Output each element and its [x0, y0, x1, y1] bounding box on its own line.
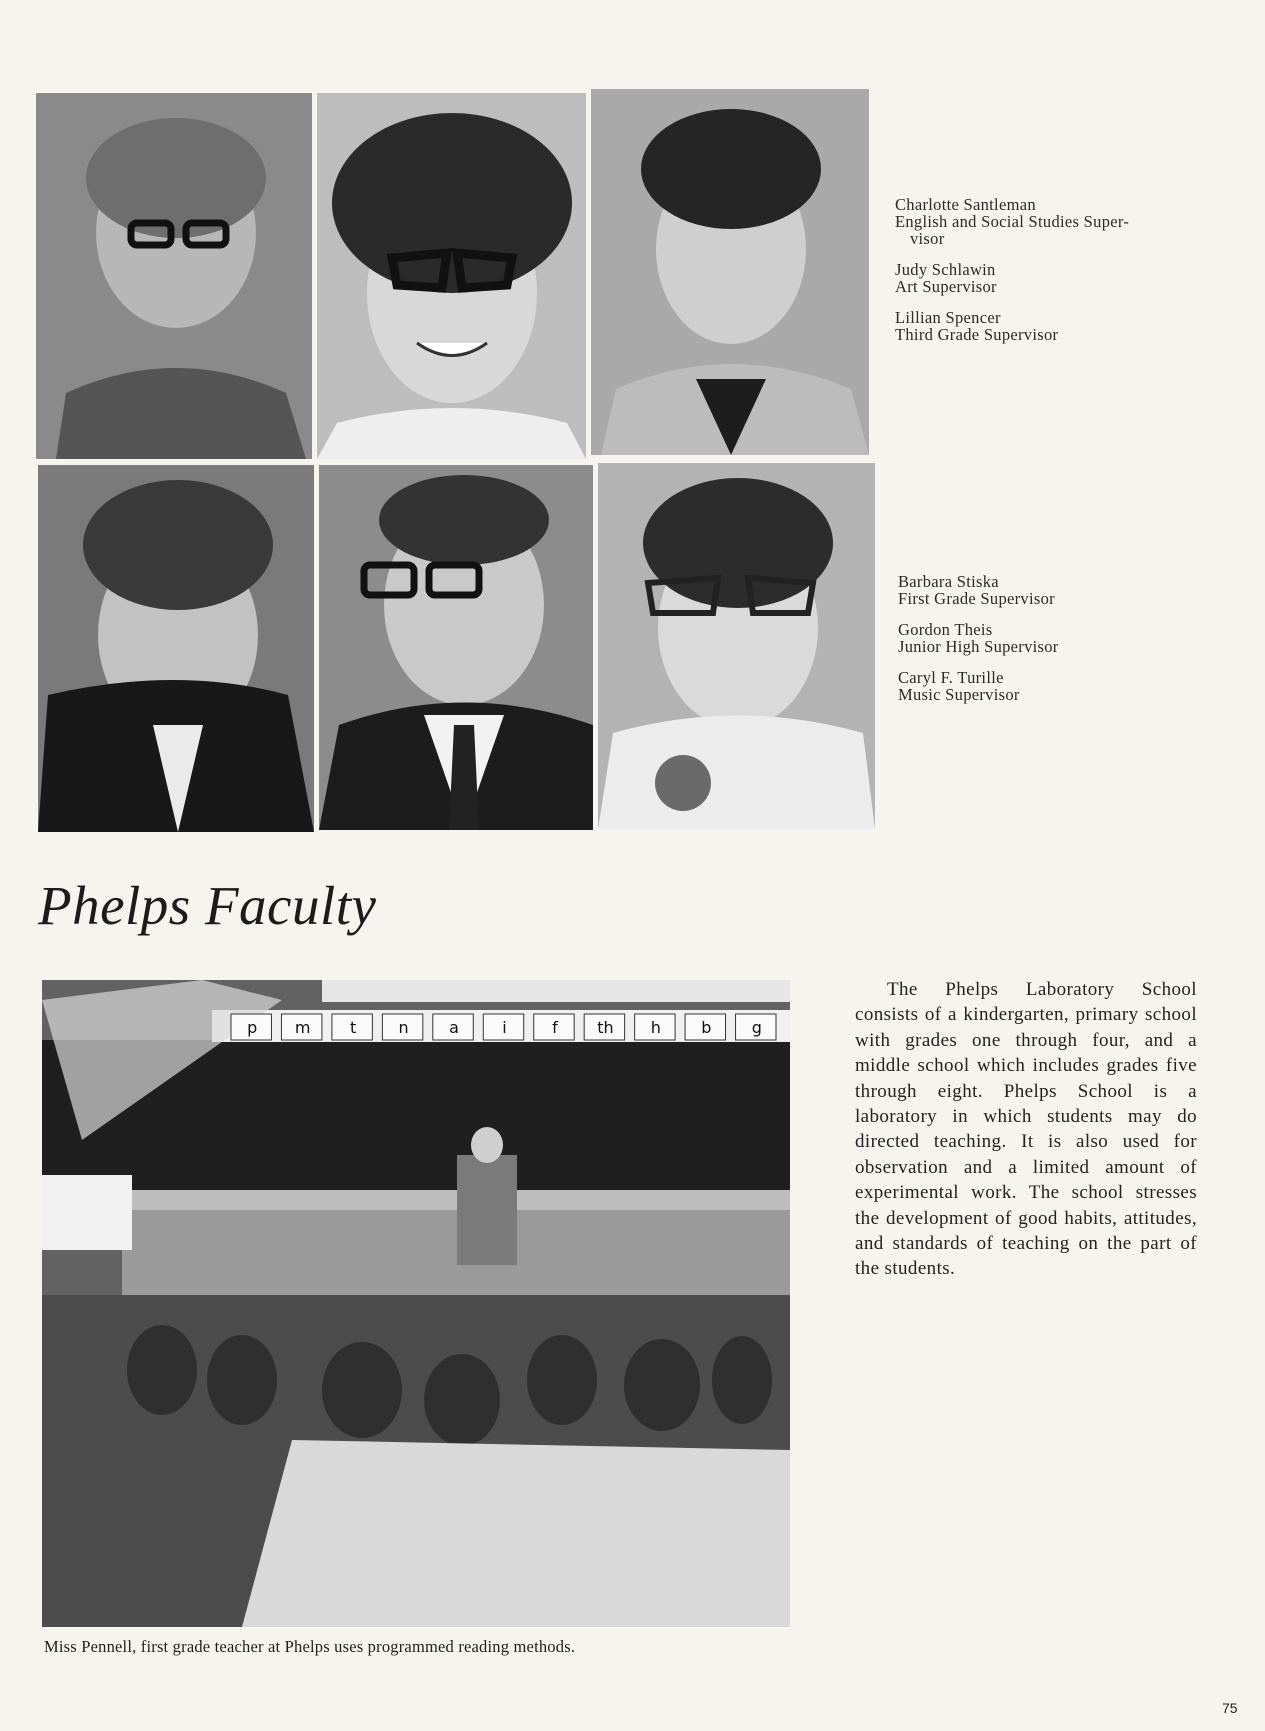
portrait-captions-bottom	[898, 573, 1059, 717]
letter-card-text: i	[502, 1018, 507, 1037]
letter-card	[332, 1014, 372, 1040]
portrait-name: Charlotte Santleman	[895, 195, 1036, 214]
portrait-role-line-cont: visor	[910, 229, 945, 248]
section-title: Phelps Faculty	[38, 875, 377, 936]
section-body-text: The Phelps Laboratory School consists of a kindergarten, primary school with grades one through four, and a middle school which includes grades five through eight. Phelps School is a laboratory in which students may do directed teaching. It is also used for observation and a limited amount of experimental work. The school stresses the development of good habits, attitudes, and standards of teaching on the part of the students.	[855, 979, 1197, 1280]
portrait-role: Music Supervisor	[898, 685, 1020, 704]
letter-card	[534, 1014, 574, 1040]
caption-santleman	[895, 196, 1129, 247]
portrait-name: Barbara Stiska	[898, 572, 999, 591]
portrait-captions-top	[895, 196, 1129, 357]
portrait-name: Lillian Spencer	[895, 308, 1001, 327]
portrait-photo-stiska	[38, 465, 314, 832]
letter-card	[382, 1014, 422, 1040]
letter-card	[584, 1014, 624, 1040]
letter-card	[736, 1014, 776, 1040]
letter-card-text: th	[597, 1018, 614, 1037]
letter-card-text: b	[701, 1018, 712, 1037]
letter-card	[635, 1014, 675, 1040]
letter-card-text: m	[294, 1018, 311, 1037]
classroom-photo-caption: Miss Pennell, first grade teacher at Phelps uses programmed reading methods.	[44, 1637, 576, 1656]
caption-theis	[898, 621, 1059, 655]
portrait-photo-santleman	[36, 93, 312, 459]
portrait-role: Junior High Supervisor	[898, 637, 1059, 656]
portrait-role: Third Grade Supervisor	[895, 325, 1059, 344]
caption-stiska	[898, 573, 1059, 607]
letter-card-text: h	[650, 1018, 661, 1037]
letter-card	[433, 1014, 473, 1040]
portrait-name: Judy Schlawin	[895, 260, 996, 279]
letter-card-text: t	[349, 1018, 357, 1037]
letter-card-text: f	[552, 1018, 558, 1037]
portrait-role: Art Supervisor	[895, 277, 997, 296]
caption-schlawin	[895, 261, 1129, 295]
portrait-role: First Grade Supervisor	[898, 589, 1055, 608]
portrait-photo-spencer	[591, 89, 869, 455]
letter-card	[231, 1014, 271, 1040]
portrait-role	[895, 213, 1129, 247]
portrait-photo-turille	[598, 463, 875, 829]
portrait-role-line: English and Social Studies Super-	[895, 212, 1130, 231]
letter-card-text: a	[449, 1018, 459, 1037]
letter-card	[281, 1014, 321, 1040]
portrait-photo-theis	[319, 465, 593, 830]
caption-spencer	[895, 309, 1129, 343]
page-number: 75	[1222, 1700, 1238, 1716]
letter-card	[685, 1014, 725, 1040]
portrait-name: Gordon Theis	[898, 620, 993, 639]
caption-turille	[898, 669, 1059, 703]
letter-card-text: n	[398, 1018, 409, 1037]
letter-card-text: p	[247, 1018, 258, 1037]
letter-card	[483, 1014, 523, 1040]
classroom-photo	[42, 980, 790, 1627]
portrait-photo-schlawin	[317, 93, 586, 459]
portrait-name: Caryl F. Turille	[898, 668, 1004, 687]
letter-card-text: g	[751, 1018, 762, 1037]
